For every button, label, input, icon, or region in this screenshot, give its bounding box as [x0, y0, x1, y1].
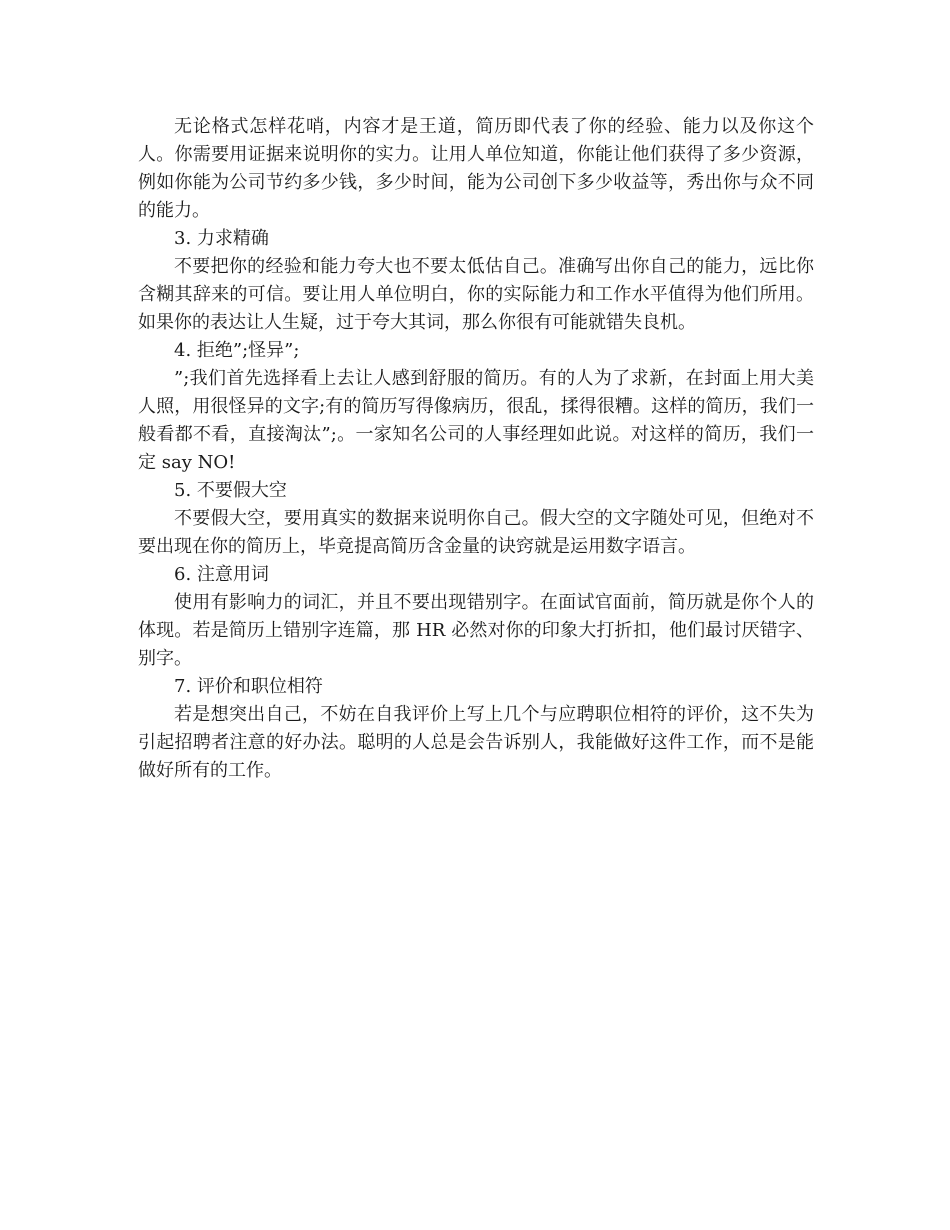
section-heading-3: 3. 力求精确 — [174, 228, 269, 249]
section-heading-6: 6. 注意用词 — [174, 564, 269, 585]
paragraph-no-empty-words: 不要假大空，要用真实的数据来说明你自己。假大空的文字随处可见，但绝对不要出现在你的简历上，毕竟提高简历含金量的诀窍就是运用数字语言。 — [138, 508, 814, 557]
paragraph-content-intro: 无论格式怎样花哨，内容才是王道，简历即代表了你的经验、能力以及你这个人。你需要用证据来说明你的实力。让用人单位知道，你能让他们获得了多少资源，例如你能为公司节约多少钱，多少时间，能为公司创下多少收益等，秀出你与众不同的能力。 — [138, 116, 814, 221]
document-body — [138, 113, 814, 785]
paragraph-word-choice: 使用有影响力的词汇，并且不要出现错别字。在面试官面前，简历就是你个人的体现。若是简历上错别字连篇，那 HR 必然对你的印象大打折扣，他们最讨厌错字、别字。 — [138, 592, 814, 669]
paragraph-evaluation: 若是想突出自己，不妨在自我评价上写上几个与应聘职位相符的评价，这不失为引起招聘者注意的好办法。聪明的人总是会告诉别人，我能做好这件工作，而不是能做好所有的工作。 — [138, 704, 814, 781]
paragraph-precision: 不要把你的经验和能力夸大也不要太低估自己。准确写出你自己的能力，远比你含糊其辞来的可信。要让用人单位明白，你的实际能力和工作水平值得为他们所用。如果你的表达让人生疑，过于夸大其词，那么你很有可能就错失良机。 — [138, 256, 814, 333]
section-heading-4: 4. 拒绝”;怪异”; — [174, 340, 300, 361]
paragraph-strange: ”;我们首先选择看上去让人感到舒服的简历。有的人为了求新，在封面上用大美人照，用很怪异的文字;有的简历写得像病历，很乱，揉得很糟。这样的简历，我们一般看都不看，直接淘汰”;。一家知名公司的人事经理如此说。对这样的简历，我们一定 say NO! — [138, 368, 814, 473]
section-heading-5: 5. 不要假大空 — [174, 480, 287, 501]
section-heading-7: 7. 评价和职位相符 — [174, 676, 323, 697]
